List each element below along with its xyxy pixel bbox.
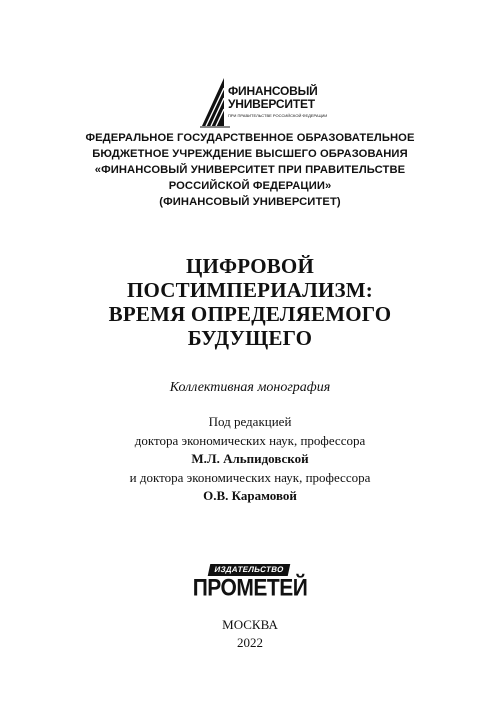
stylized-building-icon (200, 76, 230, 128)
university-logo-line1: ФИНАНСОВЫЙ (228, 84, 318, 98)
institution-line: РОССИЙСКОЙ ФЕДЕРАЦИИ» (168, 180, 332, 192)
university-logo-line2: УНИВЕРСИТЕТ (228, 97, 315, 111)
editor-degree: доктора экономических наук, профессора (134, 432, 366, 448)
imprint-year: 2022 (237, 635, 263, 650)
institution-name (20, 130, 480, 210)
institution-line: «ФИНАНСОВЫЙ УНИВЕРСИТЕТ ПРИ ПРАВИТЕЛЬСТВЕ (94, 164, 406, 176)
title-line: ПОСТИМПЕРИАЛИЗМ: (126, 278, 373, 302)
title-line: БУДУЩЕГО (187, 326, 313, 350)
editors-block (20, 413, 480, 506)
editor-degree: и доктора экономических наук, профессора (129, 469, 371, 485)
institution-line: БЮДЖЕТНОЕ УЧРЕЖДЕНИЕ ВЫСШЕГО ОБРАЗОВАНИЯ (92, 148, 408, 160)
editor-name: О.В. Карамовой (203, 488, 297, 504)
book-subtitle: Коллективная монография (169, 380, 331, 395)
book-title (20, 254, 480, 350)
imprint (20, 616, 480, 652)
institution-line: ФЕДЕРАЛЬНОЕ ГОСУДАРСТВЕННОЕ ОБРАЗОВАТЕЛЬНОЕ (85, 132, 415, 144)
publisher-logo (189, 560, 311, 602)
institution-line: (ФИНАНСОВЫЙ УНИВЕРСИТЕТ) (159, 196, 341, 208)
title-line: ВРЕМЯ ОПРЕДЕЛЯЕМОГО (108, 302, 392, 326)
university-logo-line3: ПРИ ПРАВИТЕЛЬСТВЕ РОССИЙСКОЙ ФЕДЕРАЦИИ (228, 113, 328, 118)
publisher-logo-word: ПРОМЕТЕЙ (192, 575, 308, 602)
imprint-city: МОСКВА (222, 617, 278, 632)
title-line: ЦИФРОВОЙ (185, 254, 315, 278)
editors-intro: Под редакцией (208, 414, 292, 429)
university-logo (200, 76, 330, 128)
editor-name: М.Л. Альпидовской (191, 451, 309, 467)
publisher-logo-band: ИЗДАТЕЛЬСТВО (208, 564, 291, 576)
